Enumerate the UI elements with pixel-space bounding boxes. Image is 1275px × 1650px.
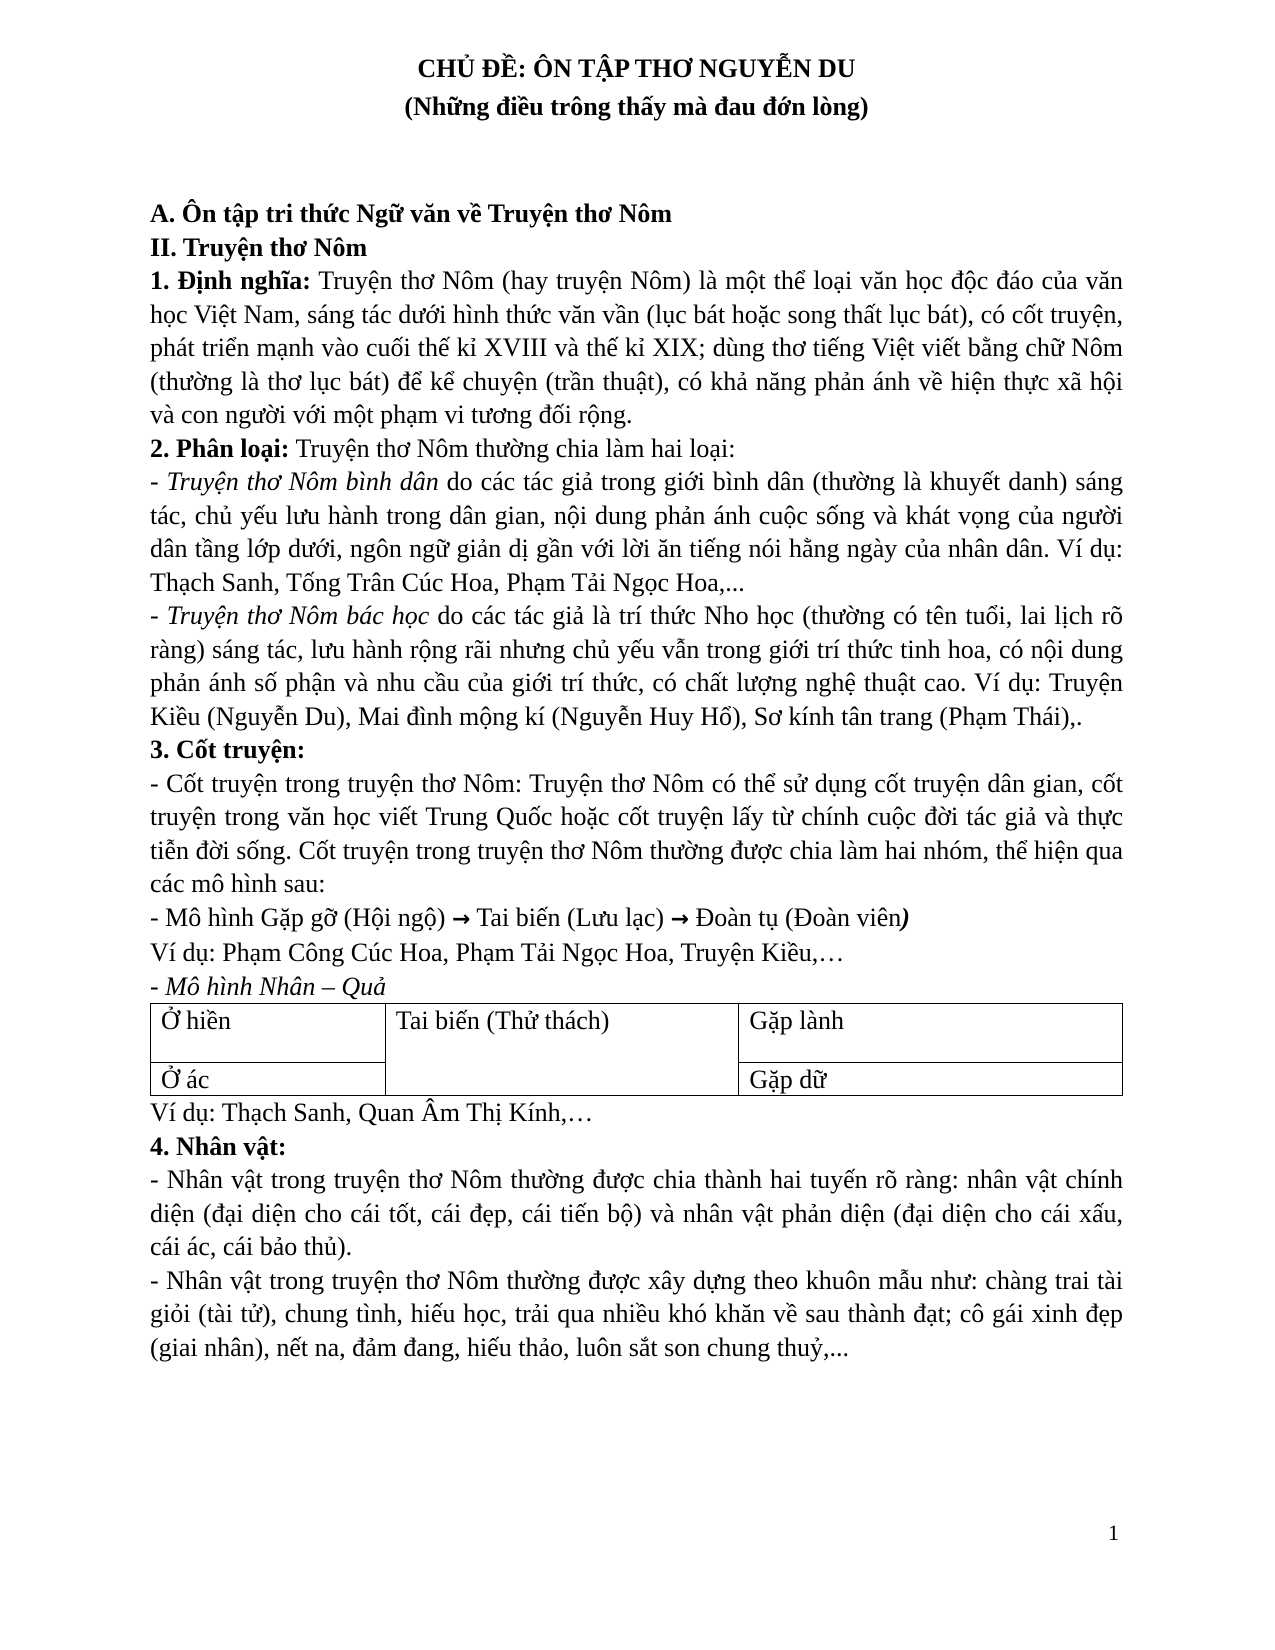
- table-cell-bad-deed: Ở ác: [151, 1063, 386, 1096]
- page-number: 1: [1108, 1520, 1119, 1545]
- model-ordeal-text: Tai biến (Lưu lạc): [470, 902, 671, 932]
- definition-text: Truyện thơ Nôm (hay truyện Nôm) là một thể loại văn học độc đáo của văn học Việt Nam, sáng tác dưới hình thức văn vần (lục bát hoặc song thất lục bát), có cốt truyện, phát triển mạnh vào cuối thế kỉ XVIII và thế kỉ XIX; dùng thơ tiếng Việt viết bằng chữ Nôm (thường là thơ lục bát) để kể chuyện (trần thuật), có khả năng phản ánh về hiện thực xã hội và con người với một phạm vi tương đối rộng.: [150, 266, 1123, 429]
- classification-text: Truyện thơ Nôm thường chia làm hai loại:: [289, 433, 736, 463]
- table-row: [151, 1004, 1123, 1063]
- list-dash: -: [150, 467, 167, 496]
- example-karma-model: Ví dụ: Thạch Sanh, Quan Âm Thị Kính,…: [150, 1098, 594, 1127]
- characters-paragraph-1: - Nhân vật trong truyện thơ Nôm thường được chia thành hai tuyến rõ ràng: nhân vật chính diện (đại diện cho cái tốt, cái đẹp, cái tiến bộ) và nhân vật phản diện (đại diện cho cái xấu, cái ác, cái bảo thủ).: [150, 1165, 1123, 1261]
- table-cell-good-deed: Ở hiền: [151, 1004, 386, 1063]
- plot-heading: 3. Cốt truyện:: [150, 735, 306, 764]
- document-title: CHỦ ĐỀ: ÔN TẬP THƠ NGUYỄN DU: [417, 54, 856, 83]
- plot-paragraph: - Cốt truyện trong truyện thơ Nôm: Truyện thơ Nôm có thể sử dụng cốt truyện dân gian, cốt truyện trong văn học viết Trung Quốc hoặc cốt truyện lấy từ chính cuộc đời tác giả và thực tiễn đời sống. Cốt truyện trong truyện thơ Nôm thường được chia làm hai nhóm, thể hiện qua các mô hình sau:: [150, 768, 1123, 898]
- table-cell-ordeal: Tai biến (Thử thách): [385, 1004, 739, 1096]
- folk-tale-term: Truyện thơ Nôm bình dân: [166, 467, 439, 496]
- list-dash: -: [150, 601, 167, 630]
- arrow-right-icon: →: [670, 906, 689, 932]
- classification-label: 2. Phân loại:: [150, 433, 290, 463]
- definition-paragraph: [150, 264, 1123, 432]
- document-subtitle: (Những điều trông thấy mà đau đớn lòng): [404, 92, 869, 121]
- section-a-heading: A. Ôn tập tri thức Ngữ văn về Truyện thơ Nôm: [150, 199, 673, 228]
- document-page: [150, 50, 1123, 1364]
- characters-heading: 4. Nhân vật:: [150, 1131, 287, 1161]
- model-meeting-text: - Mô hình Gặp gỡ (Hội ngộ): [150, 902, 452, 932]
- folk-tale-text: do các tác giả trong giới bình dân (thường là khuyết danh) sáng tác, chủ yếu lưu hành trong dân gian, nội dung phản ánh cuộc sống và khát vọng của người dân tầng lớp dưới, ngôn ngữ giản dị gần với lời ăn tiếng nói hằng ngày của nhân dân. Ví dụ: Thạch Sanh, Tống Trân Cúc Hoa, Phạm Tải Ngọc Hoa,...: [150, 467, 1123, 597]
- model-meeting-line: [150, 901, 1123, 937]
- model-karma-line: - Mô hình Nhân – Quả: [150, 971, 387, 1001]
- scholarly-tale-paragraph: [150, 599, 1123, 733]
- arrow-right-icon: →: [451, 906, 471, 932]
- characters-paragraph-2: - Nhân vật trong truyện thơ Nôm thường được xây dựng theo khuôn mẫu như: chàng trai tài giỏi (tài tử), chung tình, hiếu học, trải qua nhiều khó khăn về sau thành đạt; cô gái xinh đẹp (giai nhân), nết na, đảm đang, hiếu thảo, luôn sắt son chung thuỷ,...: [150, 1265, 1123, 1362]
- table-cell-good-result: Gặp lành: [739, 1004, 1123, 1063]
- scholarly-tale-term: Truyện thơ Nôm bác học: [166, 601, 430, 630]
- model-close-paren: ): [901, 902, 910, 932]
- example-meeting-model: Ví dụ: Phạm Công Cúc Hoa, Phạm Tải Ngọc Hoa, Truyện Kiều,…: [150, 938, 845, 967]
- model-reunion-text: Đoàn tụ (Đoàn viên: [688, 902, 902, 932]
- karma-model-table: [150, 1003, 1123, 1096]
- section-ii-heading: II. Truyện thơ Nôm: [150, 232, 368, 262]
- classification-paragraph: [150, 432, 1123, 466]
- table-cell-bad-result: Gặp dữ: [739, 1063, 1123, 1096]
- document-body: [150, 197, 1123, 1364]
- folk-tale-paragraph: [150, 465, 1123, 599]
- scholarly-tale-text: do các tác giả là trí thức Nho học (thường có tên tuổi, lai lịch rõ ràng) sáng tác, lưu hành rộng rãi nhưng chủ yếu vẫn trong giới trí thức tinh hoa, có nội dung phản ánh số phận và nhu cầu của giới trí thức, có chất lượng nghệ thuật cao. Ví dụ: Truyện Kiều (Nguyễn Du), Mai đình mộng kí (Nguyễn Huy Hổ), Sơ kính tân trang (Phạm Thái),.: [150, 601, 1123, 731]
- definition-label: 1. Định nghĩa:: [150, 266, 311, 295]
